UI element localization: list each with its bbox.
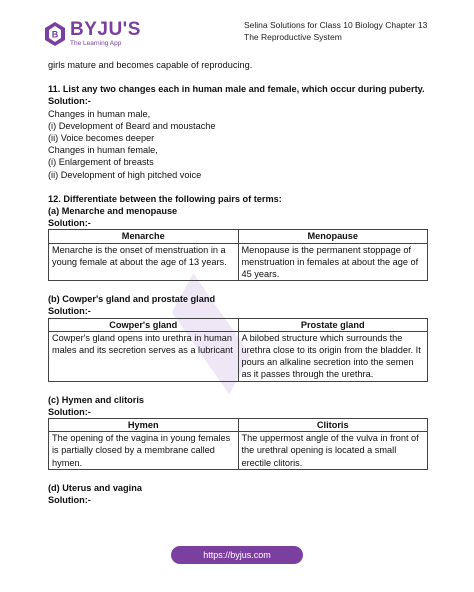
solution-label: Solution:-: [48, 406, 91, 417]
table-row: [49, 243, 428, 281]
answer-line: Changes in human male,: [48, 108, 151, 119]
table-header: Prostate gland: [238, 318, 428, 331]
brand-tagline: The Learning App: [70, 40, 122, 47]
answer-line: (i) Enlargement of breasts: [48, 157, 154, 168]
table-cell: Menarche is the onset of menstruation in a young female at about the age of 13 years.: [49, 243, 239, 281]
table-header-row: [49, 318, 428, 331]
intro-line: girls mature and becomes capable of reproducing.: [48, 60, 253, 70]
header-title-line2: The Reproductive System: [244, 32, 342, 42]
part-title: (d) Uterus and vagina: [48, 482, 142, 493]
part-title: (a) Menarche and menopause: [48, 206, 178, 217]
byjus-logo: [45, 20, 141, 48]
solution-label: Solution:-: [48, 218, 91, 229]
table-cell: The uppermost angle of the vulva in front of the urethral opening is located a small erectile clitoris.: [238, 432, 428, 470]
table-cell: A bilobed structure which surrounds the urethra close to its origin from the bladder. It pours an alkaline secretion into the semen as it passes through the urethra.: [238, 331, 428, 381]
table-header: Menarche: [49, 230, 239, 243]
table-header: Cowper's gland: [49, 318, 239, 331]
table-row: [49, 432, 428, 470]
solution-label: Solution:-: [48, 96, 91, 107]
comparison-table-menarche-menopause: [48, 229, 428, 281]
table-cell: Menopause is the permanent stoppage of menstruation in females at about the age of 45 years.: [238, 243, 428, 281]
table-header-row: [49, 419, 428, 432]
document-header: [244, 19, 427, 43]
byjus-logo-icon: [45, 22, 65, 46]
solution-label: Solution:-: [48, 495, 91, 506]
comparison-table-cowpers-prostate: [48, 318, 428, 382]
part-title: (c) Hymen and clitoris: [48, 394, 144, 405]
part-title: (b) Cowper's gland and prostate gland: [48, 294, 216, 305]
brand-name: BYJU'S: [70, 19, 141, 40]
table-cell: The opening of the vagina in young females is partially closed by a membrane called hymen.: [49, 432, 239, 470]
answer-line: Changes in human female,: [48, 145, 158, 156]
question-11: 11. List any two changes each in human male and female, which occur during puberty.: [48, 84, 425, 95]
answer-line: (i) Development of Beard and moustache: [48, 120, 216, 131]
table-header: Clitoris: [238, 419, 428, 432]
table-header: Hymen: [49, 419, 239, 432]
table-header: Menopause: [238, 230, 428, 243]
question-12: 12. Differentiate between the following pairs of terms:: [48, 193, 282, 204]
answer-line: (ii) Voice becomes deeper: [48, 133, 155, 144]
header-title-line1: Selina Solutions for Class 10 Biology Chapter 13: [244, 20, 428, 30]
table-row: [49, 331, 428, 381]
comparison-table-hymen-clitoris: [48, 418, 428, 470]
table-header-row: [49, 230, 428, 243]
document-body: [48, 59, 428, 506]
footer-url-link[interactable]: https://byjus.com: [171, 546, 303, 564]
table-cell: Cowper's gland opens into urethra in human males and its secretion serves as a lubricant: [49, 331, 239, 381]
answer-line: (ii) Development of high pitched voice: [48, 169, 202, 180]
svg-text:B: B: [51, 29, 59, 40]
solution-label: Solution:-: [48, 306, 91, 317]
